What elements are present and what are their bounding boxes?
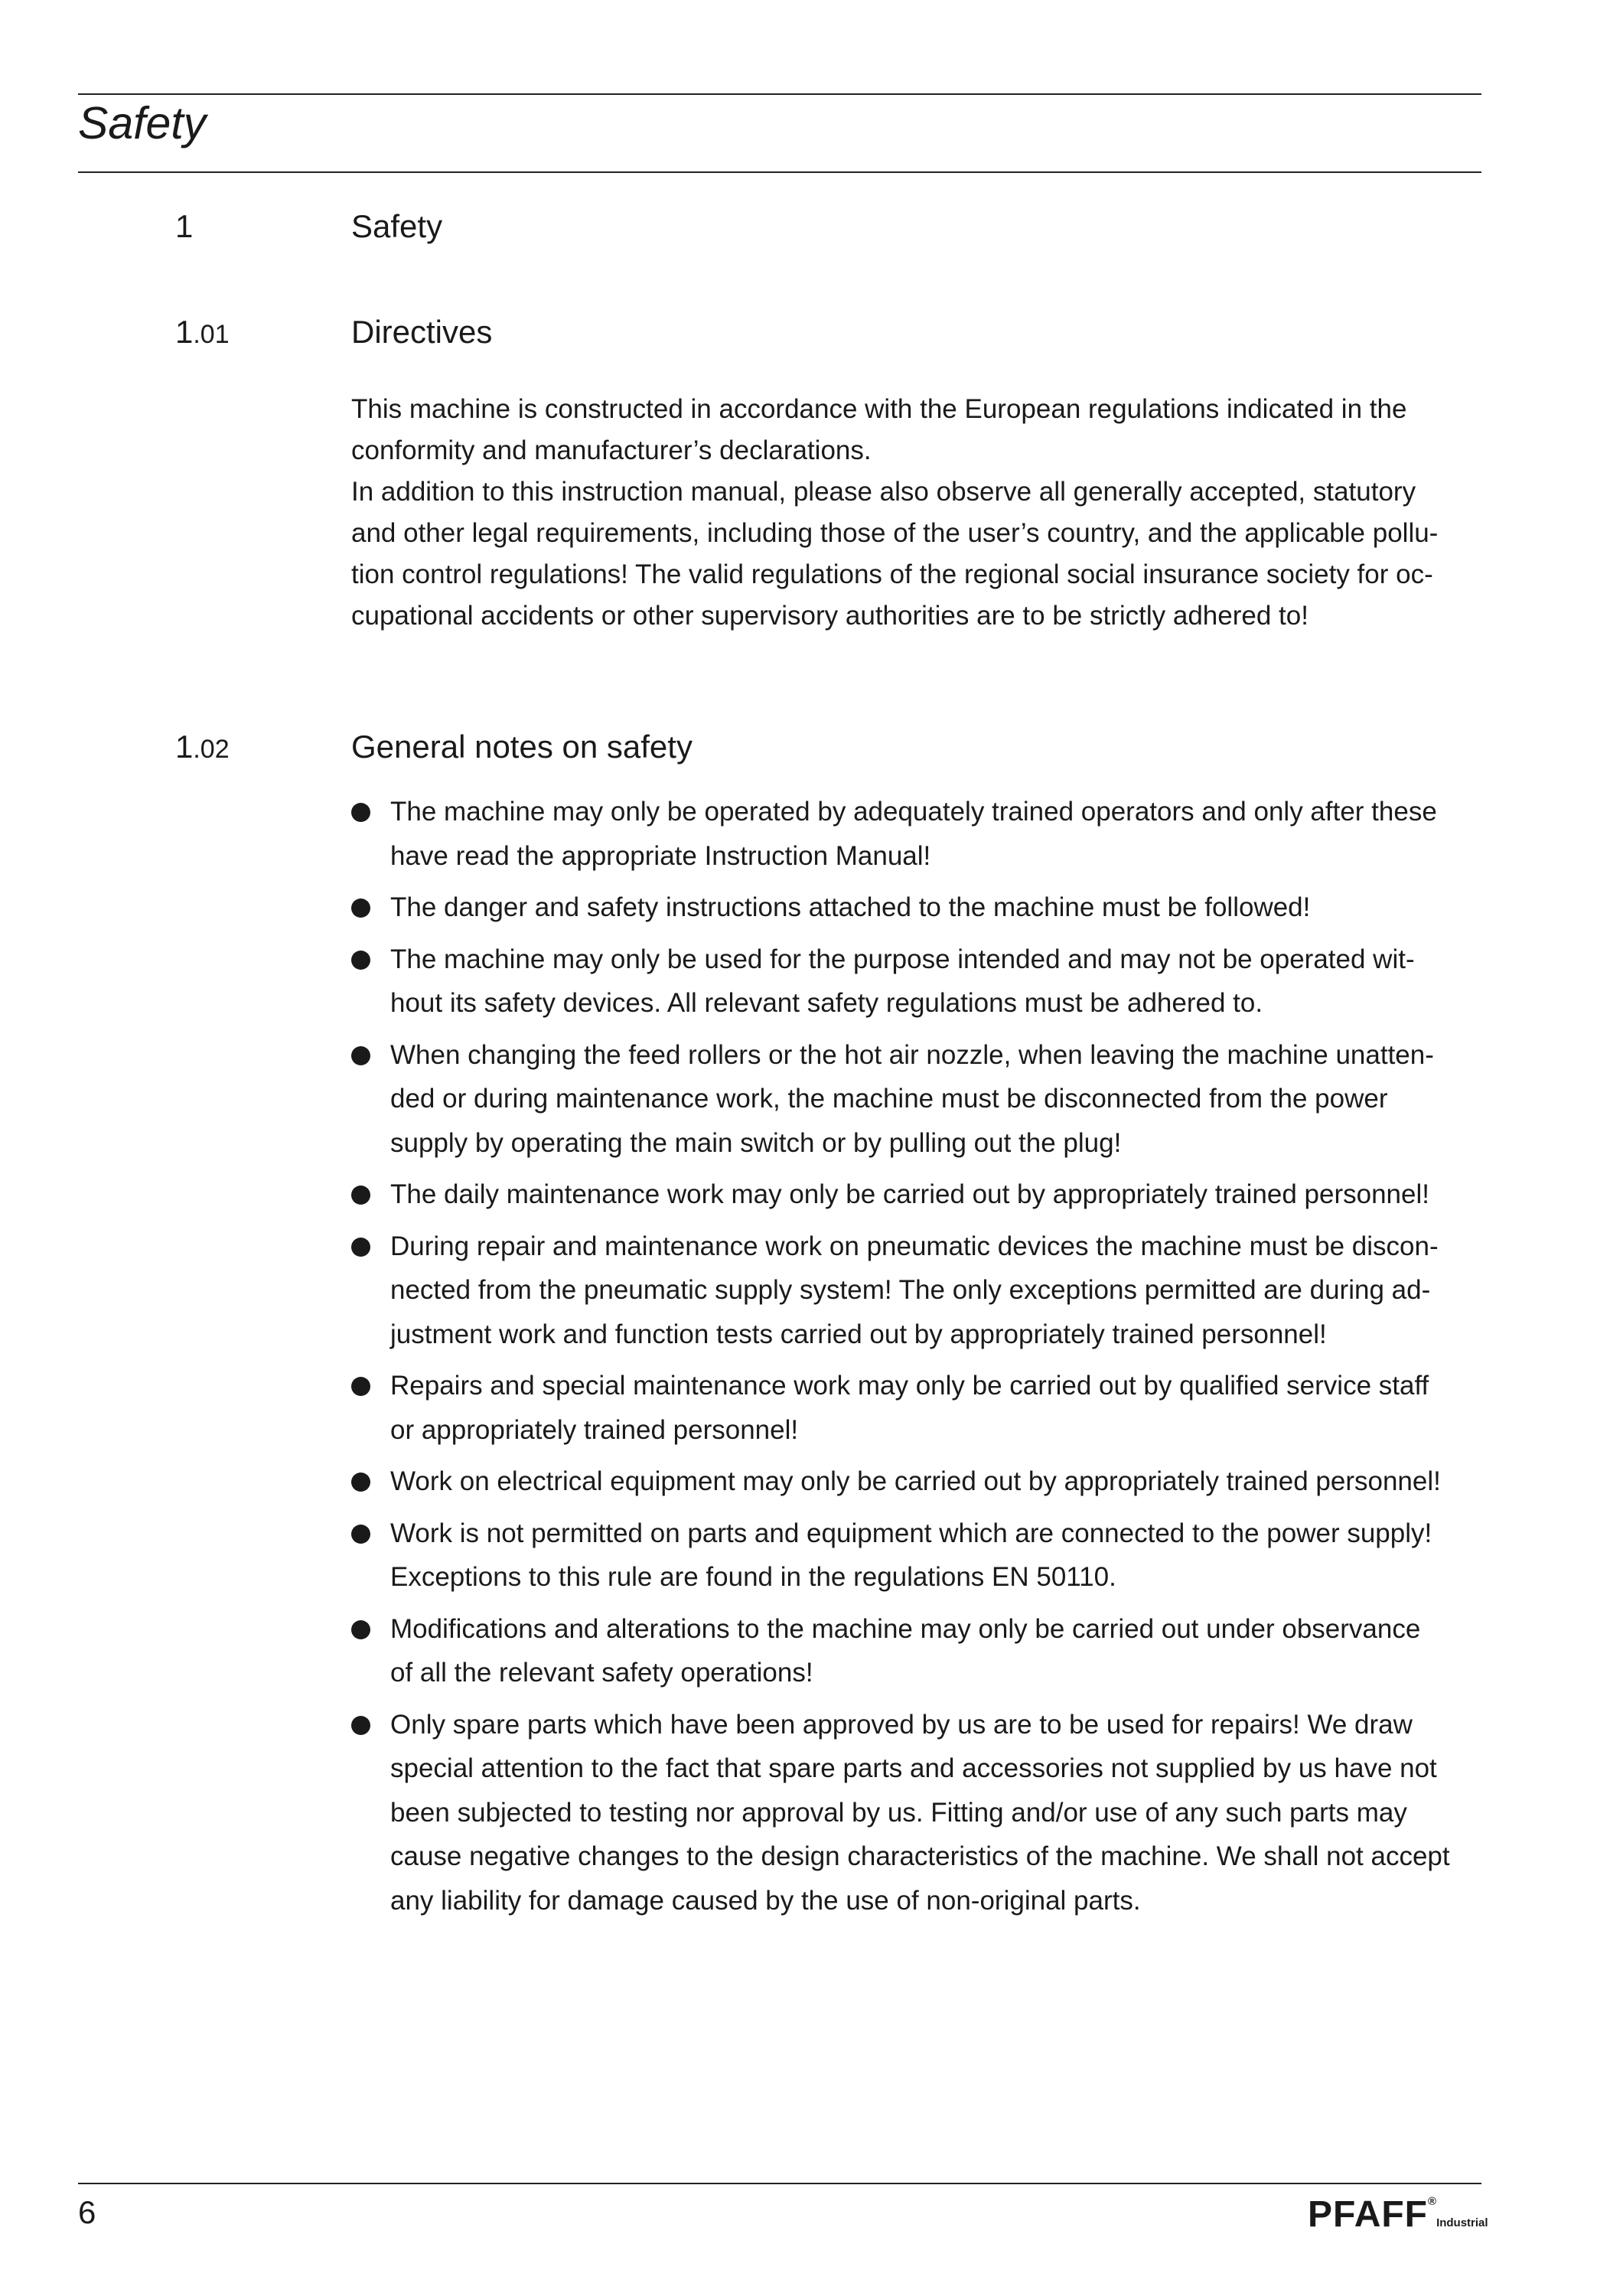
list-item-line: hout its safety devices. All relevant safety regulations must be adhered to. xyxy=(390,988,1263,1018)
list-item-line: or appropriately trained personnel! xyxy=(390,1414,799,1445)
footer-rule xyxy=(78,2183,1481,2184)
list-item-line: any liability for damage caused by the use of non-original parts. xyxy=(390,1885,1141,1916)
section-1-number xyxy=(175,210,193,243)
list-item-line: of all the relevant safety operations! xyxy=(390,1658,813,1688)
section-1-01-title: Directives xyxy=(351,314,493,350)
list-item-line: The danger and safety instructions attached to the machine must be followed! xyxy=(390,892,1311,922)
list-item xyxy=(351,1607,1484,1695)
list-item xyxy=(351,1703,1484,1923)
list-item-line: Exceptions to this rule are found in the regulations EN 50110. xyxy=(390,1562,1116,1592)
list-item-line: cause negative changes to the design characteristics of the machine. We shall not accept xyxy=(390,1841,1450,1871)
bullet-dot-icon xyxy=(351,1186,370,1205)
header-top-rule xyxy=(78,93,1481,95)
directives-line: In addition to this instruction manual, please also observe all generally accepted, statutory xyxy=(351,477,1416,507)
section-1-02-number xyxy=(175,731,230,763)
header-bottom-rule xyxy=(78,171,1481,173)
section-1-01-number-main: 1 xyxy=(175,314,194,350)
bullet-dot-icon xyxy=(351,899,370,918)
section-1-02-number-main: 1 xyxy=(175,729,194,765)
section-1-01-number xyxy=(175,316,230,348)
list-item-line: The daily maintenance work may only be carried out by appropriately trained personnel! xyxy=(390,1179,1429,1209)
bullet-dot-icon xyxy=(351,1377,370,1396)
list-item xyxy=(351,1225,1484,1357)
directives-line: conformity and manufacturer’s declarations. xyxy=(351,435,872,465)
section-1-02-title: General notes on safety xyxy=(351,729,693,765)
list-item-line: Repairs and special maintenance work may only be carried out by qualified service staff xyxy=(390,1371,1429,1401)
list-item-line: Only spare parts which have been approved by us are to be used for repairs! We draw xyxy=(390,1709,1413,1740)
directives-paragraph xyxy=(351,389,1476,637)
list-item xyxy=(351,790,1484,878)
list-item-line: have read the appropriate Instruction Manual! xyxy=(390,840,931,871)
list-item xyxy=(351,938,1484,1026)
section-1-01-number-sub: .01 xyxy=(193,320,230,349)
bullet-dot-icon xyxy=(351,1473,370,1492)
bullet-dot-icon xyxy=(351,1620,370,1639)
directives-line: This machine is constructed in accordance with the European regulations indicated in the xyxy=(351,394,1407,424)
list-item-line: The machine may only be used for the purpose intended and may not be operated wit- xyxy=(390,944,1415,974)
list-item-line: nected from the pneumatic supply system! The only exceptions permitted are during ad- xyxy=(390,1275,1431,1305)
list-item-line: Work on electrical equipment may only be carried out by appropriately trained personnel! xyxy=(390,1466,1441,1496)
bullet-dot-icon xyxy=(351,803,370,822)
directives-line: and other legal requirements, including those of the user’s country, and the applicable pollu- xyxy=(351,518,1439,548)
list-item-line: When changing the feed rollers or the hot air nozzle, when leaving the machine unatten- xyxy=(390,1039,1434,1070)
bullet-dot-icon xyxy=(351,1525,370,1544)
list-item-line: Work is not permitted on parts and equipment which are connected to the power supply! xyxy=(390,1518,1432,1548)
section-1-02-number-sub: .02 xyxy=(193,735,230,764)
running-header-title: Safety xyxy=(78,98,207,148)
list-item-line: special attention to the fact that spare parts and accessories not supplied by us have not xyxy=(390,1753,1437,1783)
list-item-line: been subjected to testing nor approval by us. Fitting and/or use of any such parts may xyxy=(390,1797,1407,1828)
section-1-number-main: 1 xyxy=(175,208,194,244)
logo-wordmark: PFAFF xyxy=(1308,2194,1428,2235)
list-item-line: ded or during maintenance work, the machine must be disconnected from the power xyxy=(390,1084,1388,1114)
list-item-line: Modifications and alterations to the machine may only be carried out under observance xyxy=(390,1613,1421,1644)
bullet-dot-icon xyxy=(351,1238,370,1257)
logo-subtitle: Industrial xyxy=(1436,2216,1488,2229)
bullet-dot-icon xyxy=(351,951,370,970)
section-1-title: Safety xyxy=(351,208,443,244)
list-item-line: During repair and maintenance work on pneumatic devices the machine must be discon- xyxy=(390,1231,1439,1261)
list-item xyxy=(351,885,1484,930)
list-item-line: supply by operating the main switch or by pulling out the plug! xyxy=(390,1127,1122,1158)
list-item xyxy=(351,1459,1484,1504)
list-item xyxy=(351,1364,1484,1452)
list-item xyxy=(351,1512,1484,1600)
list-item-line: The machine may only be operated by adequately trained operators and only after these xyxy=(390,797,1437,827)
list-item xyxy=(351,1033,1484,1166)
directives-line: tion control regulations! The valid regulations of the regional social insurance society for oc- xyxy=(351,559,1433,589)
logo-registered-mark: ® xyxy=(1428,2195,1437,2208)
list-item-line: justment work and function tests carried out by appropriately trained personnel! xyxy=(390,1319,1327,1349)
directives-line: cupational accidents or other supervisory authorities are to be strictly adhered to! xyxy=(351,601,1309,631)
bullet-dot-icon xyxy=(351,1046,370,1065)
page-number: 6 xyxy=(78,2194,96,2230)
bullet-dot-icon xyxy=(351,1716,370,1735)
safety-notes-list xyxy=(351,790,1484,1930)
list-item xyxy=(351,1172,1484,1217)
pfaff-industrial-logo xyxy=(1308,2196,1488,2233)
